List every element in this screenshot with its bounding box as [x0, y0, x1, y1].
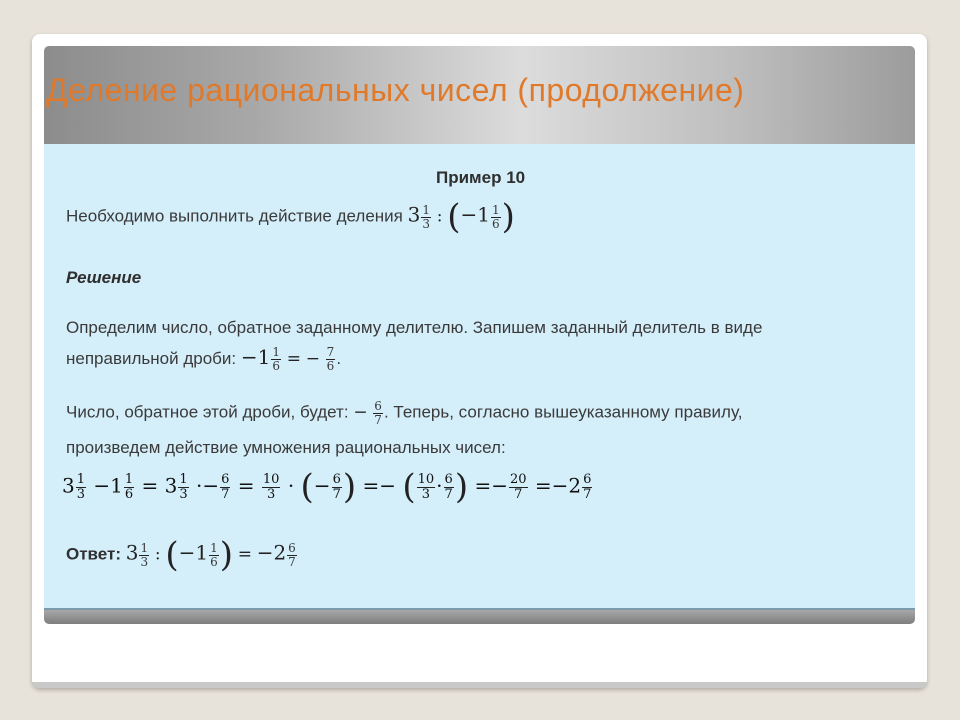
answer-neg-fraction: $\frac{1}{6}$: [210, 540, 218, 569]
bottom-band: [44, 610, 915, 624]
answer-result-whole: −2: [256, 540, 287, 565]
step1-fraction: $\frac{1}{6}$: [272, 345, 280, 374]
step1-line1: Определим число, обратное заданному делителю. Запишем заданный делитель в виде: [66, 318, 763, 337]
step2-line2: произведем действие умножения рациональных чисел:: [66, 438, 506, 457]
step1-rhs-sign: −: [305, 349, 320, 369]
open-paren: (: [447, 197, 461, 237]
step2-text-a: Число, обратное этой дроби, будет:: [66, 402, 349, 422]
answer-neg-whole: −1: [178, 540, 209, 565]
step2-fraction: $\frac{6}{7}$: [374, 399, 382, 427]
step1-whole: −1: [240, 345, 271, 369]
answer-whole: 3: [125, 540, 139, 565]
slide-title: Деление рациональных чисел (продолжение): [46, 72, 745, 108]
step2-line1: [66, 400, 743, 426]
step1-line2: [66, 345, 341, 373]
answer-label: Ответ:: [66, 544, 121, 564]
main-calculation: 3 $\frac{1}{3}$ −1 $\frac{1}{6}$ = 3 $\frac{1}{3}$ ·− $\frac{6}{7}$ = $\frac{10}{3}$ · (− $\frac{6}{7}$ ) =− ( $\frac{10}{3}$ · $\frac{6}{7}$ ) =− $\frac{20}{7}$ =−2 $\frac{6}{7}$: [62, 467, 592, 507]
step1-period: .: [336, 349, 342, 368]
step1-rhs-fraction: $\frac{7}{6}$: [326, 345, 335, 374]
answer-line: Ответ: 3 $\frac{1}{3}$ : (−1 $\frac{1}{6}$ ) = −2 $\frac{6}{7}$: [66, 535, 296, 575]
task-text: Необходимо выполнить действие деления: [66, 206, 403, 226]
answer-result-fraction: $\frac{6}{7}$: [288, 540, 296, 569]
step2-text-b: . Теперь, согласно вышеуказанному правилу,: [383, 402, 743, 422]
solution-heading: Решение: [66, 268, 142, 287]
example-heading: Пример 10: [436, 168, 526, 187]
answer-fraction: $\frac{1}{3}$: [140, 540, 149, 569]
close-paren: ): [501, 197, 515, 237]
task-fraction: $\frac{1}{3}$: [422, 202, 430, 231]
step1-label: неправильной дроби:: [66, 349, 237, 368]
footer-line: [32, 682, 927, 688]
task-operator: :: [436, 206, 443, 227]
step2-sign: −: [353, 402, 368, 423]
task-neg-whole: −1: [460, 202, 490, 227]
task-neg-fraction: $\frac{1}{6}$: [491, 202, 500, 231]
task-line: [66, 197, 515, 237]
task-whole: 3: [407, 202, 421, 227]
answer-operator: :: [154, 544, 161, 565]
answer-equals: =: [237, 544, 252, 565]
step1-equals: =: [286, 349, 301, 369]
